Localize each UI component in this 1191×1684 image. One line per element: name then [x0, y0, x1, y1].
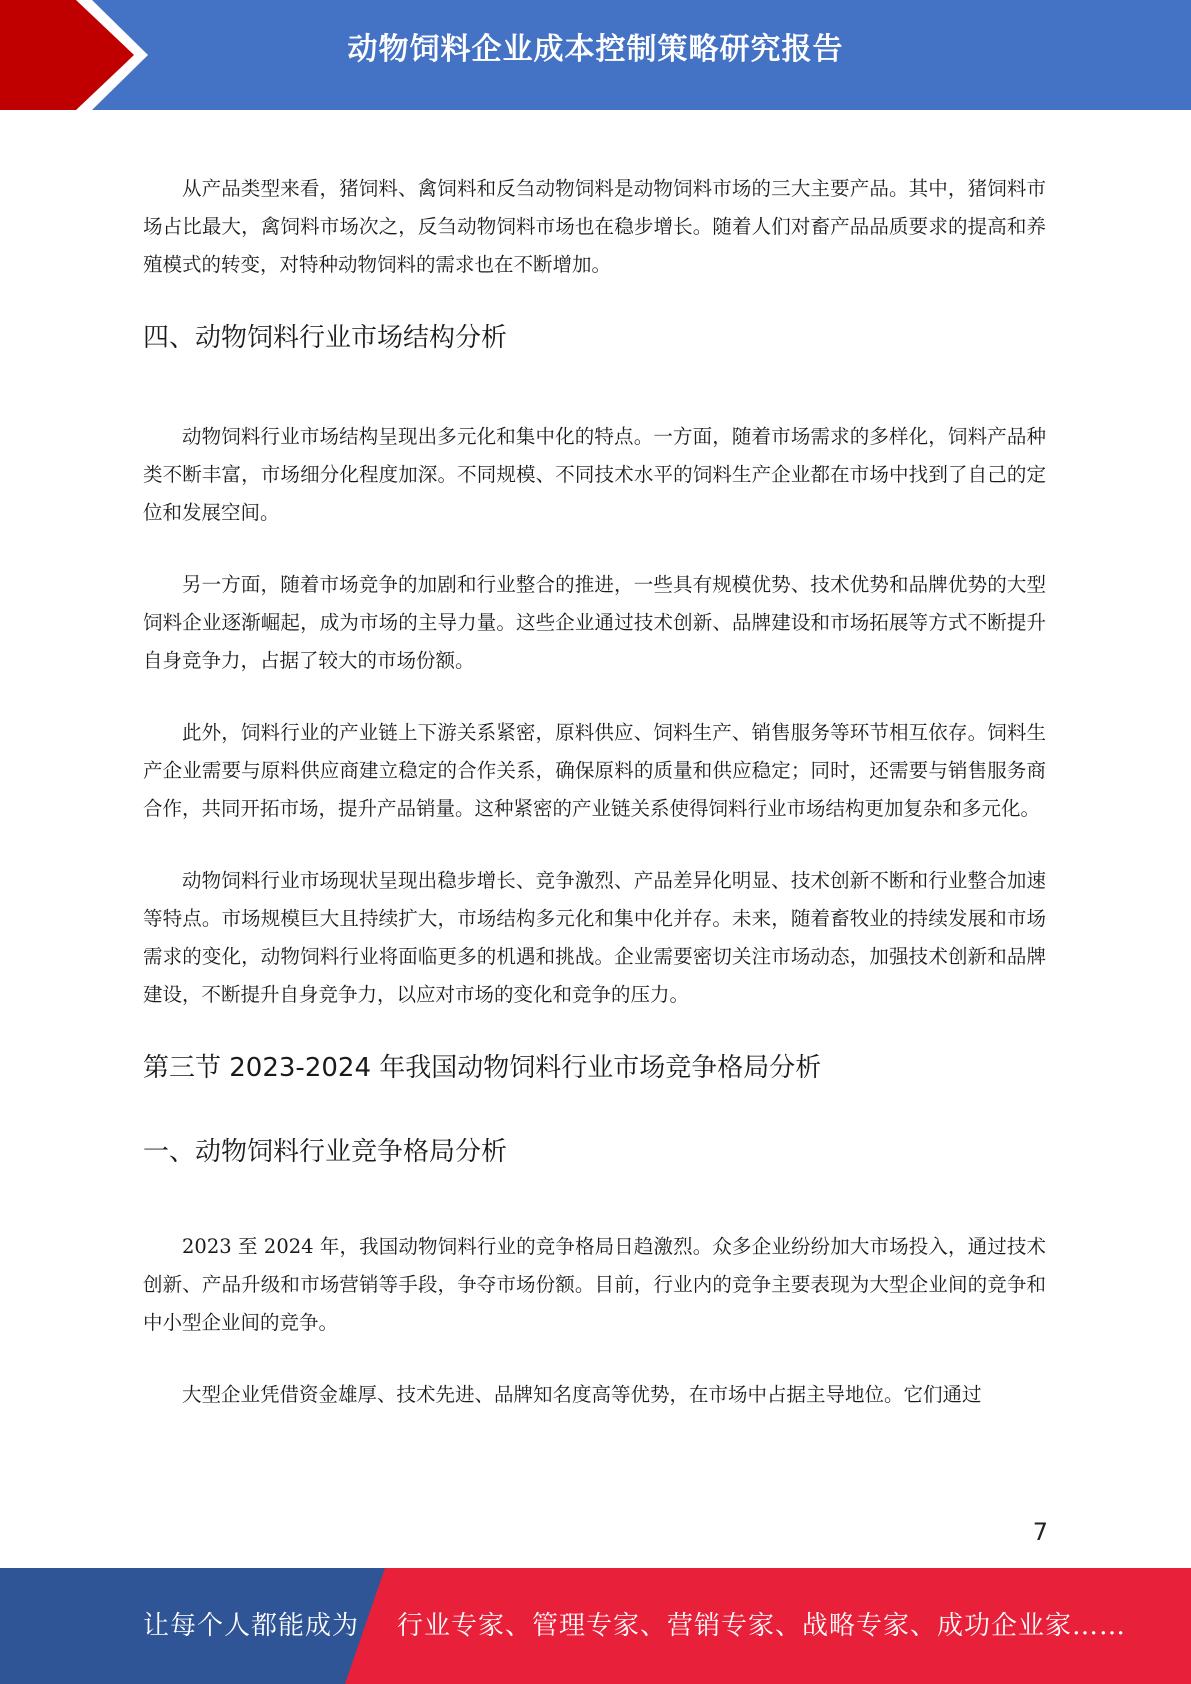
paragraph-structure-4: 动物饲料行业市场现状呈现出稳步增长、竞争激烈、产品差异化明显、技术创新不断和行业整合加速等特点。市场规模巨大且持续扩大，市场结构多元化和集中化并存。未来，随着畜牧业的持续发展和市场需求的变化，动物饲料行业将面临更多的机遇和挑战。企业需要密切关注市场动态，加强技术创新和品牌建设，不断提升自身竞争力，以应对市场的变化和竞争的压力。: [143, 869, 1046, 1006]
document-body: [143, 170, 1046, 1448]
paragraph-structure-3: 此外，饲料行业的产业链上下游关系紧密，原料供应、饲料生产、销售服务等环节相互依存。饲料生产企业需要与原料供应商建立稳定的合作关系，确保原料的质量和供应稳定；同时，还需要与销售服务商合作，共同开拓市场，提升产品销量。这种紧密的产业链关系使得饲料行业市场结构更加复杂和多元化。: [143, 721, 1046, 820]
heading-competition-pattern: 一、动物饲料行业竞争格局分析: [143, 1137, 508, 1167]
heading-market-structure: 四、动物饲料行业市场结构分析: [143, 323, 508, 353]
paragraph-competition-2: 大型企业凭借资金雄厚、技术先进、品牌知名度高等优势，在市场中占据主导地位。它们通过: [182, 1383, 982, 1406]
header-chevron-decoration: [0, 0, 160, 110]
page-header: [0, 0, 1191, 110]
footer-slogan-right: 行业专家、管理专家、营销专家、战略专家、成功企业家……: [397, 1611, 1127, 1641]
paragraph-structure-2: 另一方面，随着市场竞争的加剧和行业整合的推进，一些具有规模优势、技术优势和品牌优势的大型饲料企业逐渐崛起，成为市场的主导力量。这些企业通过技术创新、品牌建设和市场拓展等方式不断提升自身竞争力，占据了较大的市场份额。: [143, 573, 1046, 672]
heading-section-three: 第三节 2023-2024 年我国动物饲料行业市场竞争格局分析: [143, 1053, 822, 1083]
paragraph-product-types: 从产品类型来看，猪饲料、禽饲料和反刍动物饲料是动物饲料市场的三大主要产品。其中，猪饲料市场占比最大，禽饲料市场次之，反刍动物饲料市场也在稳步增长。随着人们对畜产品品质要求的提高和养殖模式的转变，对特种动物饲料的需求也在不断增加。: [143, 177, 1046, 276]
footer-slogan-left: 让每个人都能成为: [143, 1611, 360, 1641]
page-number: 7: [1032, 1518, 1048, 1546]
page-footer: [0, 1568, 1191, 1684]
paragraph-structure-1: 动物饲料行业市场结构呈现出多元化和集中化的特点。一方面，随着市场需求的多样化，饲料产品种类不断丰富，市场细分化程度加深。不同规模、不同技术水平的饲料生产企业都在市场中找到了自己的定位和发展空间。: [143, 425, 1046, 524]
report-title: 动物饲料企业成本控制策略研究报告: [347, 32, 844, 67]
paragraph-competition-1: 2023 至 2024 年，我国动物饲料行业的竞争格局日趋激烈。众多企业纷纷加大市场投入，通过技术创新、产品升级和市场营销等手段，争夺市场份额。目前，行业内的竞争主要表现为大型企业间的竞争和中小型企业间的竞争。: [143, 1235, 1046, 1334]
